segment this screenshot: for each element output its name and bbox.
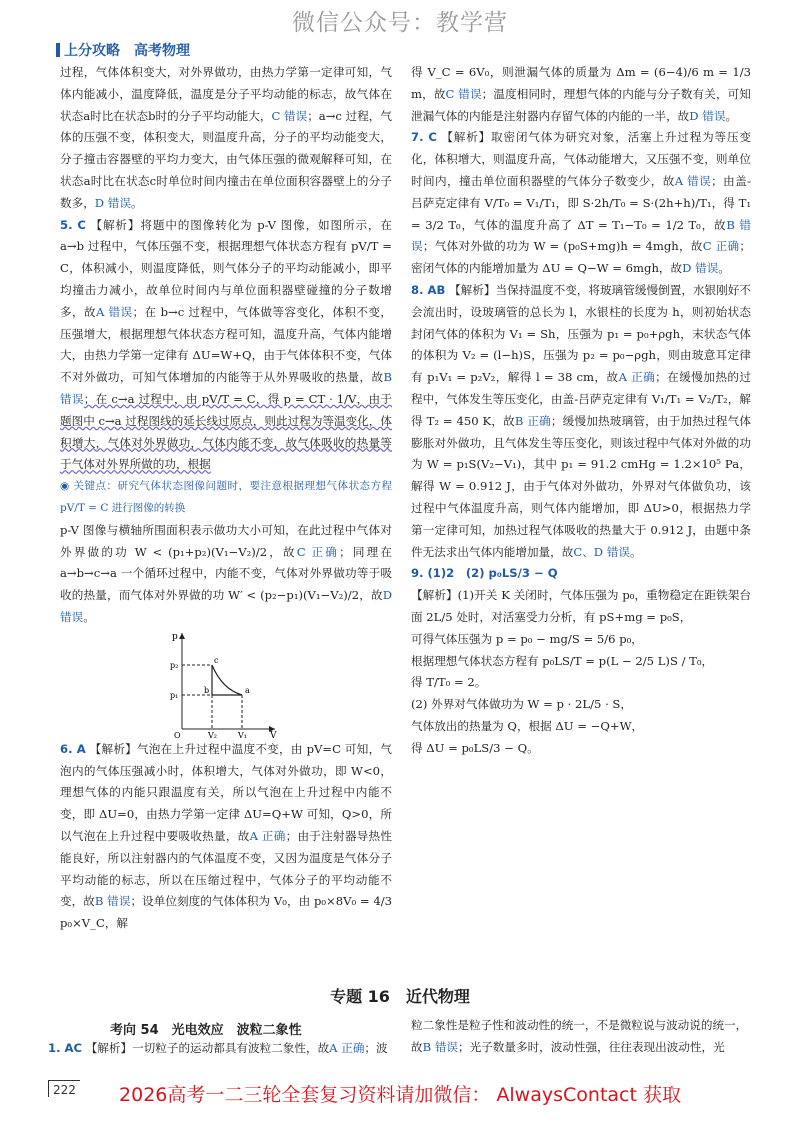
question-1: 1. AC 【解析】一切粒子的运动都具有波粒二象性，故A 正确；波 [48,1041,388,1055]
section-title: 专题 16 近代物理 [330,987,470,1006]
question-9: 9. (1)2 (2) p₀LS/3 − Q [411,566,558,581]
origin-label: O [174,730,181,739]
point-b: b [204,685,210,695]
header-title: 上分攻略 高考物理 [64,43,190,59]
paragraph: 过程，气体体积变大，对外界做功，由热力学第一定律可知，气体内能减小，温度降低，温度是分子平均动能的标志，故气体在状态a时比在状态b时的分子平均动能大，C 错误；a→c 过程，气体的压强不变，体积变大，则温度升高，分子的平均动能变大，分子撞击容器壁的平均力变大，由气体压强的微观解释可知，在状态a时比在状态c时单位时间内撞击在单位面积容器壁上的分子数多，D 错误。 [60,65,392,210]
tick-p2: p₂ [170,660,179,670]
paragraph: 根据理想气体状态方程有 p₀LS/T = p(L − 2/5 L)S / T₀， [411,653,714,668]
tick-v1: V₁ [238,730,247,739]
paragraph: (2) 外界对气体做功为 W = p · 2L/5 · S， [411,697,632,712]
question-5: 5. C 【解析】将题中的图像转化为 p-V 图像，如图所示，在 a→b 过程中，气体压强不变，根据理想气体状态方程有 pV/T = C，体积减小，则温度降低，则气体分子的平均动能减小，即平均撞击力减小，故单位时间内与单位面积器壁碰撞的分子数增多，故A 错误；在 b→c 过程中，气体做等容变化，体积不变，压强增大，根据理想气体状态方程可知，温度升高，气体内能增大，由热力学第一定律有 ΔU=W+Q，由于气体体积不变，气体不对外做功，可知气体增加的内能等于从外界吸收的热量，故B 错误；在 c→a 过程中，由 pV/T = C，得 p = CT · 1/V，由于题图中 c→a 过程图线的延长线过原点，则此过程为等温变化，体积增大，气体对外界做功，气体内能不变，故气体吸收的热量等于气体对外界所做的功，根据 [60,217,392,472]
question-7: 7. C 【解析】取密闭气体为研究对象，活塞上升过程为等压变化，体积增大，则温度升高，气体动能增大，又压强不变，则单位时间内，撞击单位面积器壁的气体分子数变少，故A 错误；由盖-吕萨克定律有 V/T₀ = V₁/T₁，即 S·2h/T₀ = S·(2h+h)/T₁，得 T₁ = 3/2 T₀，气体的温度升高了 ΔT = T₁−T₀ = 1/2 T₀，故B 错误；气体对外做的功为 W = (p₀S+mg)h = 4mgh，故C 正确；密闭气体的内能增加量为 ΔU = Q−W = 6mgh，故D 错误。 [411,130,751,276]
watermark-top: 微信公众号：教学营 [292,10,508,36]
question-8: 8. AB 【解析】当保持温度不变，将玻璃管缓慢倒置，水银刚好不会流出时，设玻璃管的总长为 l，水银柱的长度为 h，则初始状态封闭气体的体积为 V₁ = Sh，压强为 p₁ = p₀+ρgh，末状态气体的体积为 V₂ = (l−h)S，压强为 p₂ = p₀−ρgh，则由玻意耳定律有 p₁V₁ = p₂V₂，解得 l = 38 cm，故A 正确；在缓慢加热的过程中，气体发生等压变化，由盖-吕萨克定律有 V₁/T₁ = V₂/T₂，解得 T₂ = 450 K，故B 正确；缓慢加热玻璃管，由于加热过程气体膨胀对外做功，且气体发生等压变化，则该过程中气体对外做的功为 W = p₁S(V₂−V₁)，其中 p₁ = 91.2 cmHg = 1.2×10⁵ Pa，解得 W = 0.912 J，由于气体对外做功，外界对气体做负功，该过程中气体温度升高，则气体内能增加，即 ΔU>0，根据热力学第一定律可知，加热过程气体吸收的热量大于 0.912 J，由题中条件无法求出气体内能增加量，故C、D 错误。 [411,282,751,559]
key-point-note: ◉ 关键点：研究气体状态图像问题时，要注意根据理想气体状态方程 pV/T = C 进行图像的转换 [60,480,392,514]
pv-diagram [170,629,392,739]
paragraph: 得 ΔU = p₀LS/3 − Q。 [411,740,539,755]
page-header [56,40,190,60]
header-bar [56,43,60,57]
paragraph: 【解析】(1)开关 K 关闭时，气体压强为 p₀，重物稳定在距铁架台面 2L/5 处时，对活塞受力分析，有 pS+mg = p₀S， [411,588,751,624]
point-c: c [214,655,219,665]
paragraph: 可得气体压强为 p = p₀ − mg/S = 5/6 p₀， [411,631,643,646]
key-point-icon: ◉ [60,480,70,493]
axis-label-p: p [172,631,178,642]
paragraph: 气体放出的热量为 Q，根据 ΔU = −Q+W， [411,718,644,733]
point-a: a [245,685,250,695]
bottom-right-text: 粒二象性是粒子性和波动性的统一，不是微粒说与波动说的统一，故B 错误；光子数量多时，波动性强，往往表现出波动性，光 [411,1018,748,1054]
paragraph: p-V 图像与横轴所围面积表示做功大小可知，在此过程中气体对外界做的功 W < (p₁+p₂)(V₁−V₂)/2，故C 正确；同理在 a→b→c→a 一个循环过程中，内能不变，气体对外界做功等于吸收的热量，而气体对外界做的功 W′ < (p₂−p₁)(V₁−V₂)/2，故D 错误。 [60,522,392,624]
footer-banner: 2026高考一二三轮全套复习资料请加微信： AlwaysContact 获取 [119,1084,681,1106]
subsection-title: 考向 54 光电效应 波粒二象性 [110,1023,302,1038]
right-column [411,62,751,760]
question-6: 6. A 【解析】气泡在上升过程中温度不变，由 pV=C 可知，气泡内的气体压强减小时，体积增大，气体对外做功，即 W<0，理想气体的内能只跟温度有关，所以气泡在上升过程中内能不变，即 ΔU=0，由热力学第一定律 ΔU=Q+W 可知，Q>0，所以气泡在上升过程中要吸收热量，故A 正确；由于注射器导热性能良好，所以注射器内的气体温度不变，又因为温度是气体分子平均动能的标志，所以在压缩过程中，气体分子的平均动能不变，故B 错误；设单位刻度的气体体积为 V₀，由 p₀×8V₀ = 4/3 p₀×V_C，解 [60,741,393,931]
axis-label-v: V [270,730,277,739]
left-column [60,62,392,935]
page-number: 222 [48,1080,80,1097]
tick-p1: p₁ [170,690,179,700]
tick-v2: V₂ [208,730,217,739]
paragraph: 得 V_C = 6V₀，则泄漏气体的质量为 Δm = (6−4)/6 m = 1/3 m，故C 错误；温度相同时，理想气体的内能与分子数有关，可知泄漏气体的内能是注射器内存留气体的内能的一半，故D 错误。 [411,65,751,123]
paragraph: 得 T/T₀ = 2。 [411,675,487,690]
pv-graph [170,629,280,739]
